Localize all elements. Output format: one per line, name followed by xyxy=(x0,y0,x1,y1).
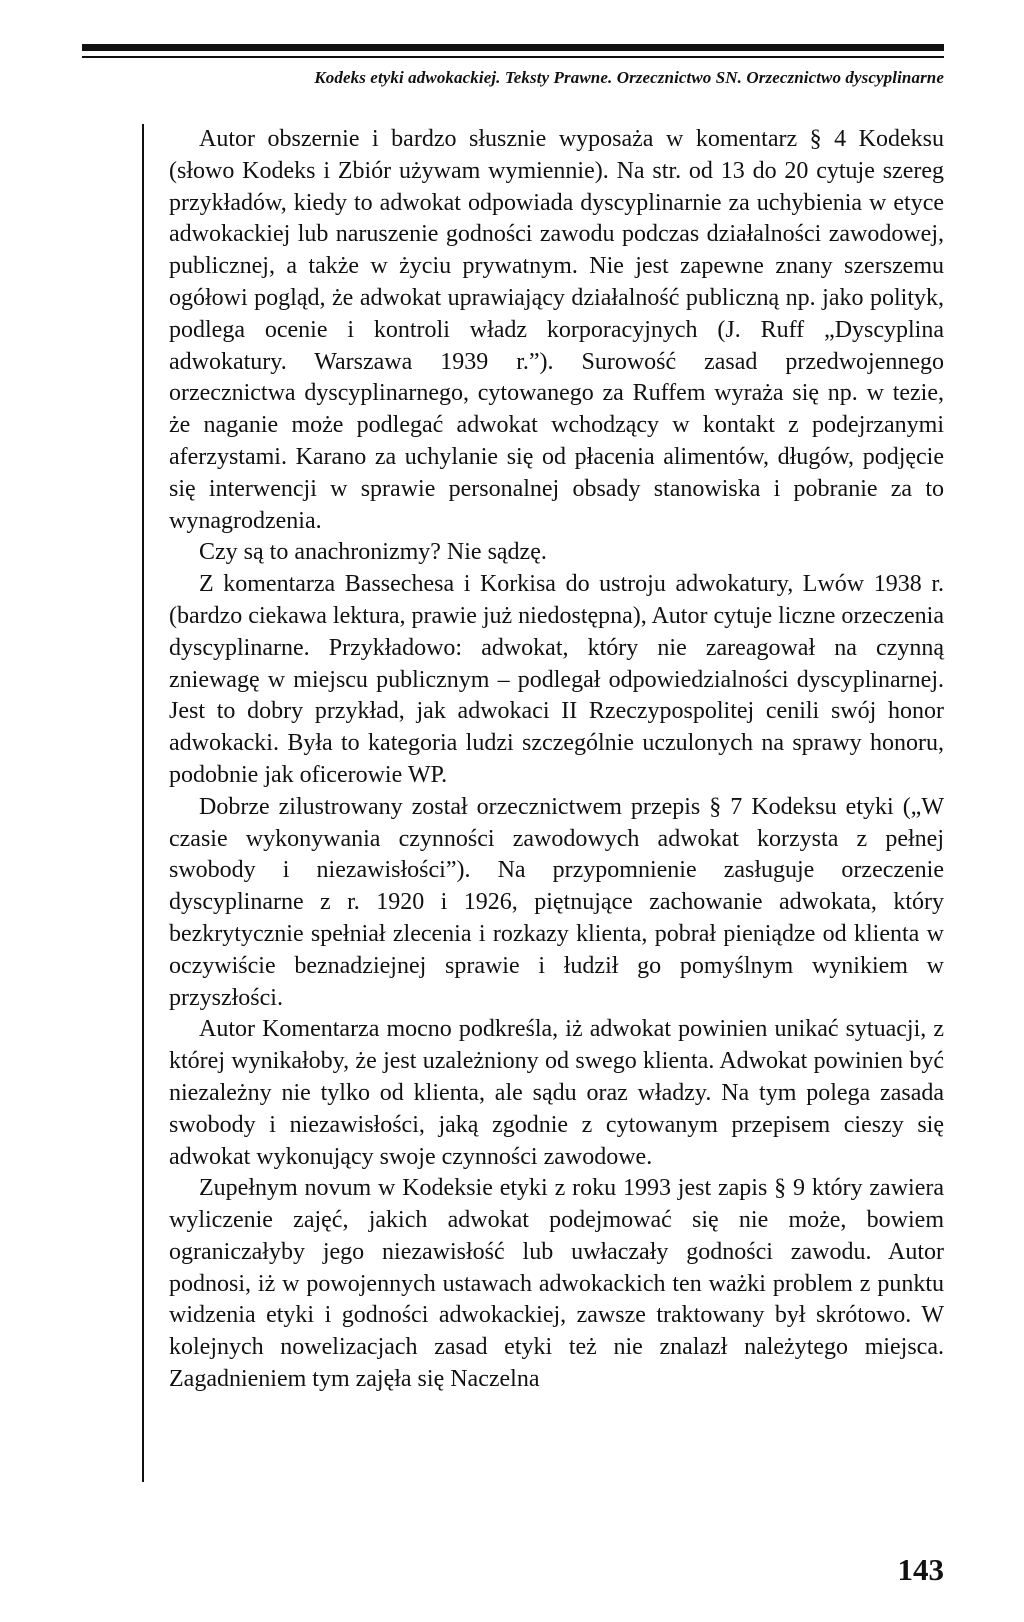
page-number: 143 xyxy=(897,1552,944,1587)
header-rule-thin xyxy=(82,56,944,58)
running-head: Kodeks etyki adwokackiej. Teksty Prawne. Orzecznictwo SN. Orzecznictwo dyscyplinarne xyxy=(314,68,944,87)
paragraph: Dobrze zilustrowany został orzecznictwem przepis § 7 Kodeksu etyki („W czasie wykonywania czynności zawodowych adwokat korzysta z pełnej swobody i niezawisłości”). Na przypomnienie zasługuje orzeczenie dyscyplinarne z r. 1920 i 1926, piętnujące zachowanie adwokata, który bezkrytycznie spełniał zlecenia i rozkazy klienta, pobrał pieniądze od klienta w oczywiście beznadziejnej sprawie i łudził go pomyślnym wynikiem w przyszłości. xyxy=(169,793,944,1011)
paragraph: Autor obszernie i bardzo słusznie wyposaża w komentarz § 4 Kodeksu (słowo Kodeks i Zbiór używam wymiennie). Na str. od 13 do 20 cytuje szereg przykładów, kiedy to adwokat odpowiada dyscyplinarnie za uchybienia w etyce adwokackiej lub naruszenie godności zawodu podczas działalności zawodowej, publicznej, a także w życiu prywatnym. Nie jest zapewne znany szerszemu ogółowi pogląd, że adwokat uprawiający działalność publiczną np. jako polityk, podlega ocenie i kontroli władz korporacyjnych (J. Ruff „Dyscyplina adwokatury. Warszawa 1939 r.”). Surowość zasad przedwojennego orzecznictwa dyscyplinarnego, cytowanego za Ruffem wyraża się np. w tezie, że naganie może podlegać adwokat wchodzący w kontakt z podejrzanymi aferzystami. Karano za uchylanie się od płacenia alimentów, długów, podjęcie się interwencji w sprawie personalnej obsady stanowiska i pobranie za to wynagrodzenia. xyxy=(169,126,944,534)
text-body xyxy=(169,124,944,1396)
margin-bar xyxy=(142,124,144,1482)
paragraph: Z komentarza Bassechesa i Korkisa do ustroju adwokatury, Lwów 1938 r. (bardzo ciekawa lektura, prawie już niedostępna), Autor cytuje liczne orzeczenia dyscyplinarne. Przykładowo: adwokat, który nie zareagował na czynną zniewagę w miejscu publicznym – podlegał odpowiedzialności dyscyplinarnej. Jest to dobry przykład, jak adwokaci II Rzeczypospolitej cenili swój honor adwokacki. Była to kategoria ludzi szczególnie uczulonych na sprawy honoru, podobnie jak oficerowie WP. xyxy=(169,571,944,788)
paragraph: Zupełnym novum w Kodeksie etyki z roku 1993 jest zapis § 9 który zawiera wyliczenie zajęć, jakich adwokat podejmować się nie może, bowiem ograniczałyby jego niezawisłość lub uwłaczały godności zawodu. Autor podnosi, iż w powojennych ustawach adwokackich ten ważki problem z punktu widzenia etyki i godności adwokackiej, zawsze traktowany był skrótowo. W kolejnych nowelizacjach zasad etyki też nie znalazł należytego miejsca. Zagadnieniem tym zajęła się Naczelna xyxy=(169,1175,944,1393)
paragraph: Autor Komentarza mocno podkreśla, iż adwokat powinien unikać sytuacji, z której wynikałoby, że jest uzależniony od swego klienta. Adwokat powinien być niezależny nie tylko od klienta, ale sądu oraz władzy. Na tym polega zasada swobody i niezawisłości, jaką zgodnie z cytowanym przepisem cieszy się adwokat wykonujący swoje czynności zawodowe. xyxy=(169,1016,944,1170)
header-rule-thick xyxy=(82,44,944,51)
paragraph: Czy są to anachronizmy? Nie sądzę. xyxy=(199,539,547,566)
